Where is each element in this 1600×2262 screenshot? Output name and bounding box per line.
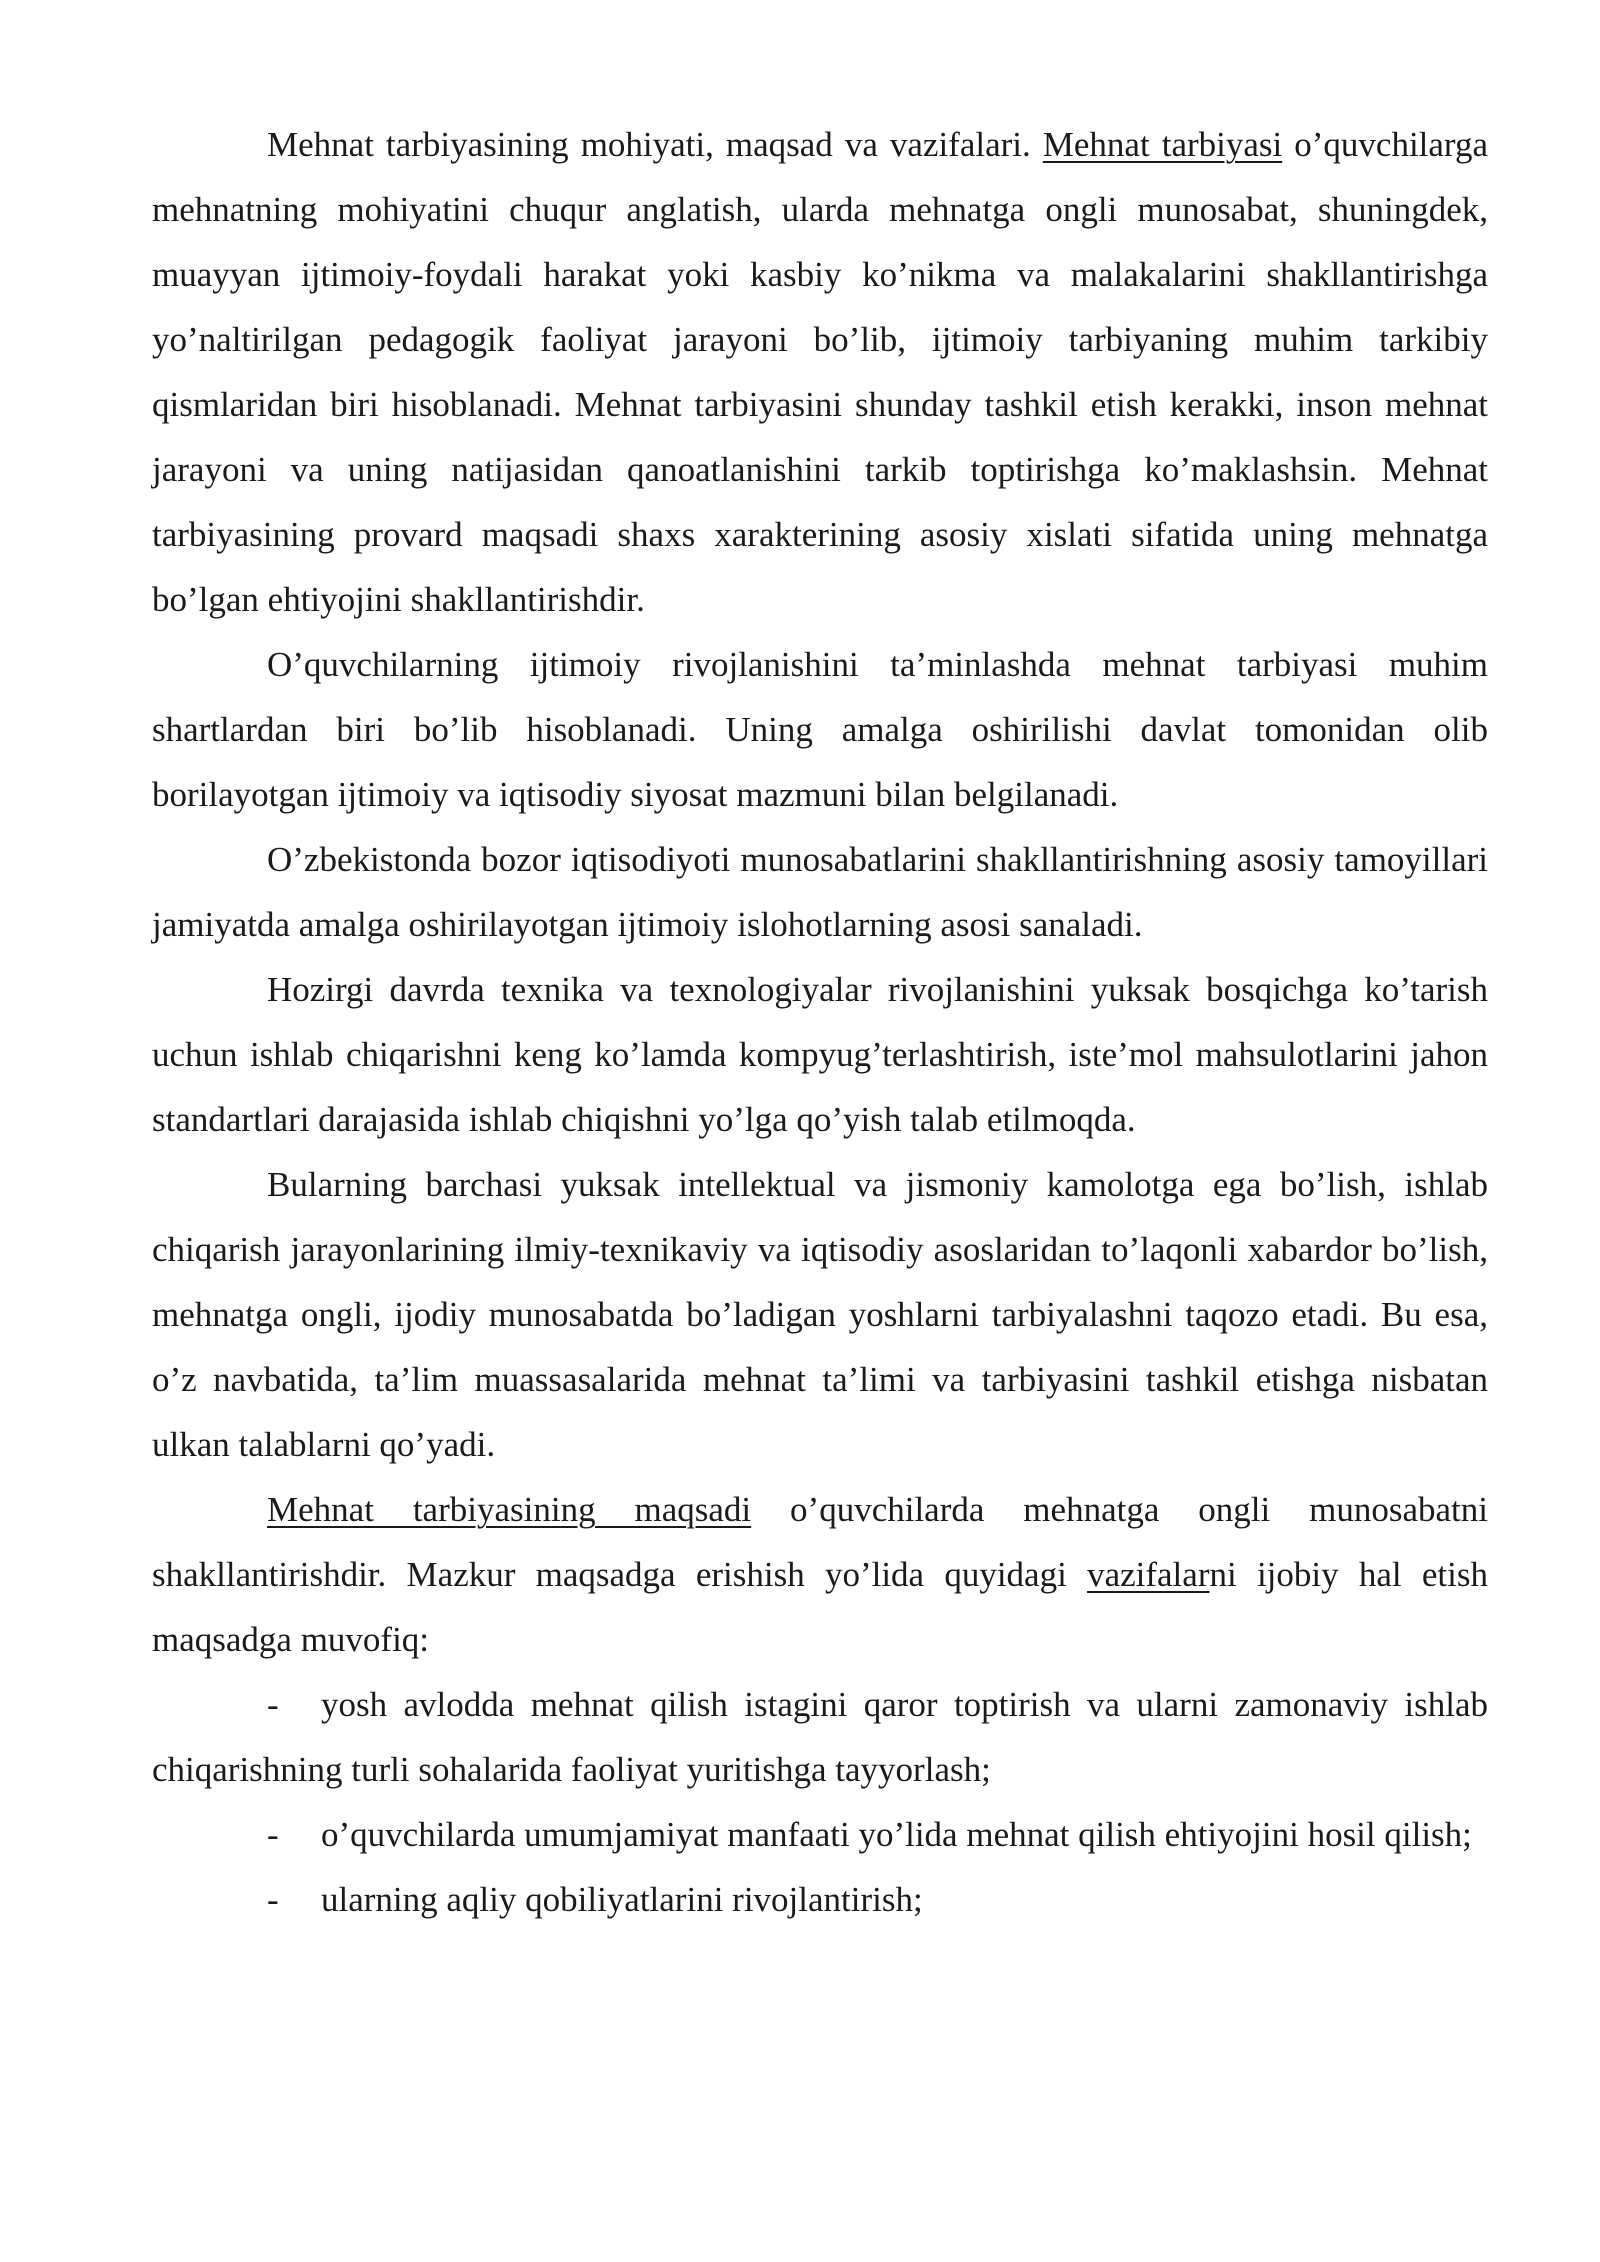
intro-heading-text: Mehnat tarbiyasining mohiyati, maqsad va vazifalari. <box>267 125 1043 164</box>
list-item-text: o’quvchilarda umumjamiyat manfaati yo’lida mehnat qilish ehtiyojini hosil qilish; <box>321 1815 1472 1854</box>
paragraph-goal <box>152 1477 1488 1672</box>
list-dash: - <box>267 1815 279 1854</box>
underlined-term-maqsadi: Mehnat tarbiyasining maqsadi <box>267 1490 752 1529</box>
paragraph-intro <box>152 112 1488 632</box>
paragraph-technology: Hozirgi davrda texnika va texnologiyalar rivojlanishini yuksak bosqichga ko’tarish uchun ishlab chiqarishni keng ko’lamda kompyug’terlashtirish, iste’mol mahsulotlarini jahon standartlari darajasida ishlab chiqishni yo’lga qo’yish talab etilmoqda. <box>152 970 1488 1139</box>
goal-body-tail: ni ijobiy hal etish maqsadga muvofiq: <box>152 1555 1488 1659</box>
goal-body-text: o’quvchilarda mehnatga ongli munosabatni shakllantirishdir. Mazkur maqsadga erishish yo’lida quyidagi <box>152 1490 1488 1594</box>
underlined-term-mehnat-tarbiyasi: Mehnat tarbiyasi <box>1042 125 1283 164</box>
list-item <box>152 1802 1488 1867</box>
document-page <box>152 112 1488 1932</box>
underlined-term-vazifalar: vazifalar <box>1087 1555 1210 1594</box>
list-item <box>152 1672 1488 1802</box>
list-item-text: ularning aqliy qobiliyatlarini rivojlantirish; <box>321 1880 923 1919</box>
list-item-text: yosh avlodda mehnat qilish istagini qaror toptirish va ularni zamonaviy ishlab chiqarishning turli sohalarida faoliyat yuritishga tayyorlash; <box>152 1685 1488 1789</box>
list-dash: - <box>267 1880 279 1919</box>
paragraph-requirements: Bularning barchasi yuksak intellektual va jismoniy kamolotga ega bo’lish, ishlab chiqarish jarayonlarining ilmiy-texnikaviy va iqtisodiy asoslaridan to’laqonli xabardor bo’lish, mehnatga ongli, ijodiy munosabatda bo’ladigan yoshlarni tarbiyalashni taqozo etadi. Bu esa, o’z navbatida, ta’lim muassasalarida mehnat ta’limi va tarbiyasini tashkil etishga nisbatan ulkan talablarni qo’yadi. <box>152 1165 1488 1464</box>
intro-body-text: o’quvchilarga mehnatning mohiyatini chuqur anglatish, ularda mehnatga ongli munosabat, shuningdek, muayyan ijtimoiy-foydali harakat yoki kasbiy ko’nikma va malakalarini shakllantirishga yo’naltirilgan pedagogik faoliyat jarayoni bo’lib, ijtimoiy tarbiyaning muhim tarkibiy qismlaridan biri hisoblanadi. Mehnat tarbiyasini shunday tashkil etish kerakki, inson mehnat jarayoni va uning natijasidan qanoatlanishini tarkib toptirishga ko’maklashsin. Mehnat tarbiyasining provard maqsadi shaxs xarakterining asosiy xislati sifatida uning mehnatga bo’lgan ehtiyojini shakllantirishdir. <box>152 125 1488 619</box>
list-item <box>152 1867 1488 1932</box>
list-dash: - <box>267 1685 279 1724</box>
paragraph-market-economy: O’zbekistonda bozor iqtisodiyoti munosabatlarini shakllantirishning asosiy tamoyillari jamiyatda amalga oshirilayotgan ijtimoiy islohotlarning asosi sanaladi. <box>152 840 1488 944</box>
paragraph-social-development: O’quvchilarning ijtimoiy rivojlanishini ta’minlashda mehnat tarbiyasi muhim shartlardan biri bo’lib hisoblanadi. Uning amalga oshirilishi davlat tomonidan olib borilayotgan ijtimoiy va iqtisodiy siyosat mazmuni bilan belgilanadi. <box>152 645 1488 814</box>
